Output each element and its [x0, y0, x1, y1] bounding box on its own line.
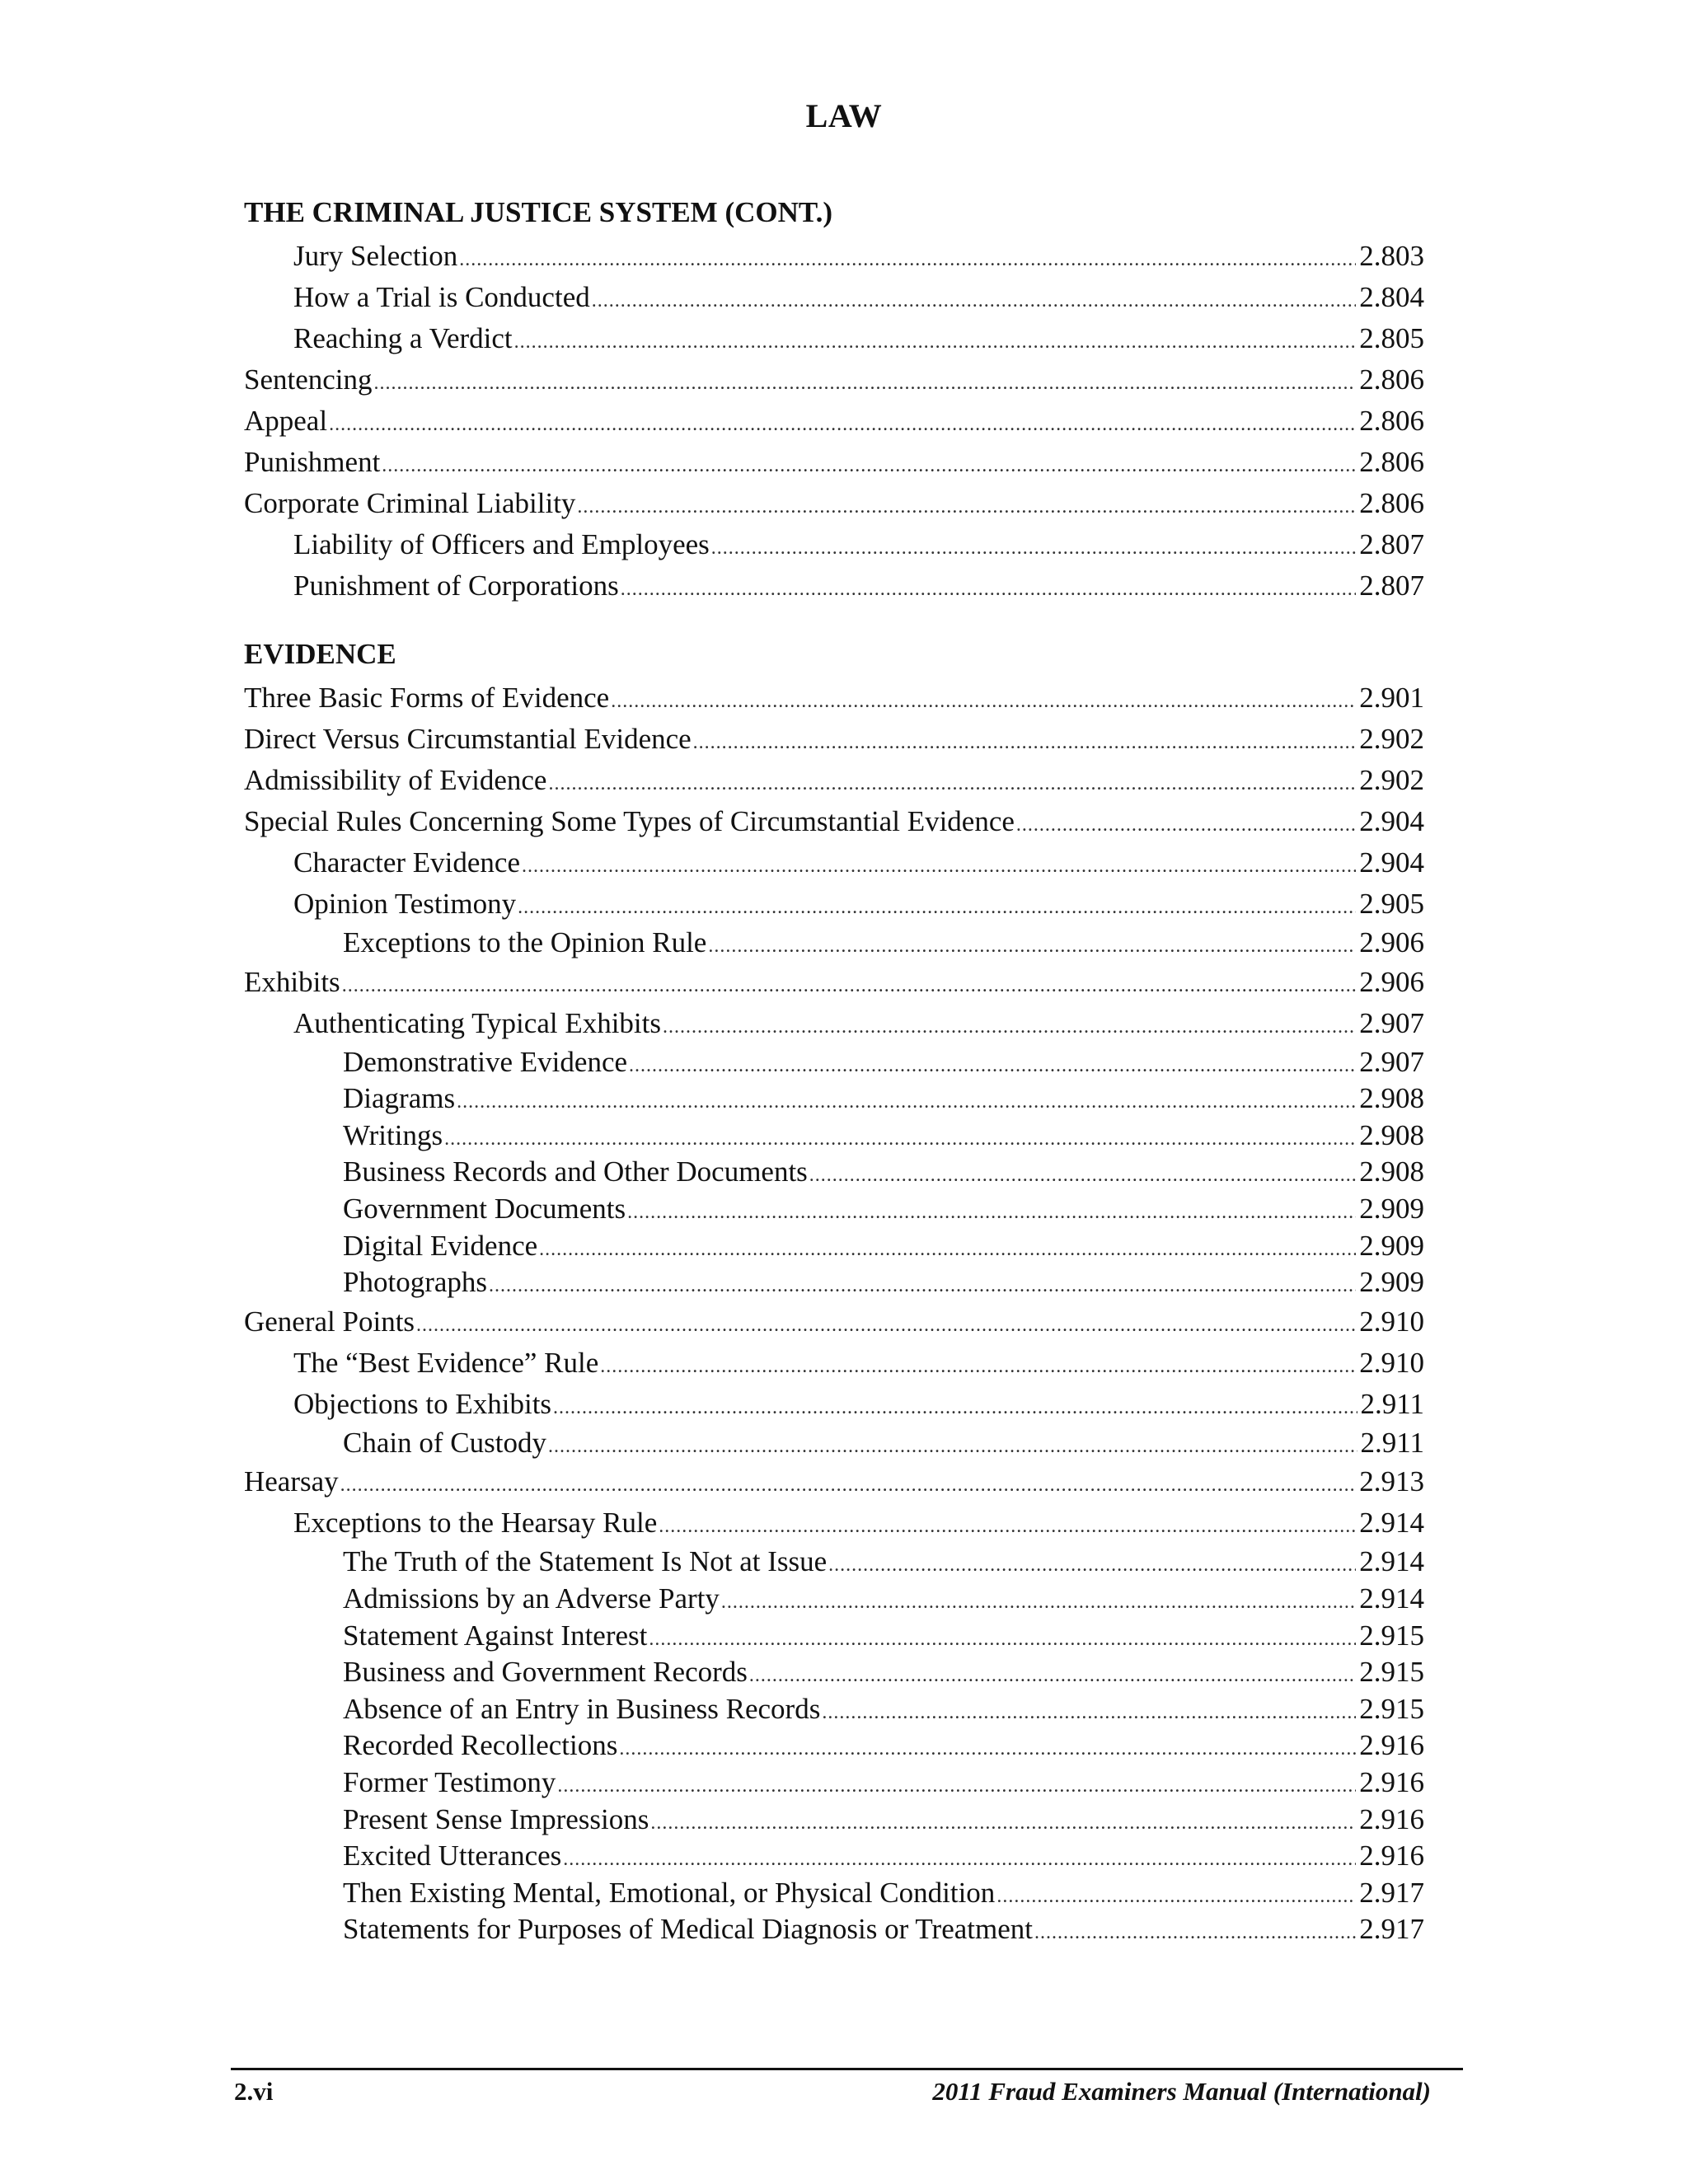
- toc-entry[interactable]: [244, 1581, 1424, 1618]
- dot-leader: [329, 404, 1356, 445]
- toc-entry[interactable]: [244, 277, 1424, 318]
- toc-entry[interactable]: [244, 1838, 1424, 1875]
- toc-entry-title: Objections to Exhibits: [293, 1387, 552, 1420]
- dot-leader: [621, 569, 1357, 610]
- dot-leader: [708, 928, 1356, 965]
- toc-entry[interactable]: [244, 842, 1424, 883]
- toc-entry-page: 2.901: [1359, 682, 1424, 714]
- dot-leader: [340, 1465, 1357, 1506]
- toc-entry-title: Absence of an Entry in Business Records: [343, 1692, 821, 1725]
- toc-entry-title: Business Records and Other Documents: [343, 1155, 808, 1188]
- dot-leader: [996, 1878, 1356, 1915]
- toc-entry-page: 2.803: [1359, 240, 1424, 272]
- toc-entry-title: Admissibility of Evidence: [244, 764, 547, 796]
- toc-entry-page: 2.913: [1359, 1465, 1424, 1498]
- toc-entry-title: Direct Versus Circumstantial Evidence: [244, 723, 692, 755]
- dot-leader: [663, 1006, 1356, 1047]
- dot-leader: [1034, 1915, 1356, 1952]
- dot-leader: [553, 1387, 1357, 1428]
- toc-entry-page: 2.806: [1359, 446, 1424, 478]
- toc-entry-page: 2.806: [1359, 363, 1424, 396]
- toc-entry-page: 2.902: [1359, 764, 1424, 796]
- toc-entry[interactable]: [244, 1654, 1424, 1691]
- dot-leader: [1016, 804, 1356, 846]
- toc-entry[interactable]: [244, 1228, 1424, 1265]
- toc-entry-page: 2.914: [1359, 1545, 1424, 1578]
- toc-entry-page: 2.911: [1360, 1387, 1424, 1420]
- dot-leader: [627, 1194, 1356, 1231]
- dot-leader: [459, 239, 1356, 280]
- dot-leader: [518, 887, 1356, 928]
- toc-entry[interactable]: [244, 677, 1424, 719]
- dot-leader: [514, 321, 1357, 363]
- toc-entry[interactable]: [244, 1384, 1424, 1425]
- toc-entry[interactable]: [244, 1911, 1424, 1948]
- toc-entry-page: 2.915: [1359, 1692, 1424, 1725]
- toc-entry-title: Opinion Testimony: [293, 888, 517, 920]
- toc-entry-title: Excited Utterances: [343, 1840, 562, 1872]
- toc-entry[interactable]: [244, 1118, 1424, 1155]
- toc-entry[interactable]: [244, 1727, 1424, 1765]
- toc-entry-title: Reaching a Verdict: [293, 322, 513, 354]
- section-heading: EVIDENCE: [244, 638, 396, 670]
- toc-entry[interactable]: [244, 925, 1424, 962]
- toc-entry[interactable]: [244, 359, 1424, 401]
- toc-entry-title: Admissions by an Adverse Party: [343, 1582, 720, 1615]
- dot-leader: [489, 1268, 1356, 1305]
- toc-entry[interactable]: [244, 1544, 1424, 1581]
- dot-leader: [548, 763, 1356, 804]
- toc-entry-page: 2.910: [1359, 1305, 1424, 1338]
- dot-leader: [649, 1621, 1356, 1658]
- table-of-contents: [244, 190, 1424, 1948]
- section-heading: THE CRIMINAL JUSTICE SYSTEM (CONT.): [244, 196, 833, 228]
- dot-leader: [416, 1305, 1356, 1346]
- toc-entry-title: Photographs: [343, 1266, 487, 1299]
- toc-entry[interactable]: [244, 1301, 1424, 1343]
- toc-entry[interactable]: [244, 236, 1424, 277]
- dot-leader: [629, 1047, 1356, 1085]
- footer-manual-title: 2011 Fraud Examiners Manual (International): [932, 2077, 1431, 2106]
- toc-entry-page: 2.906: [1359, 965, 1424, 998]
- toc-entry-page: 2.908: [1359, 1155, 1424, 1188]
- dot-leader: [693, 722, 1357, 763]
- toc-entry-page: 2.916: [1359, 1802, 1424, 1835]
- toc-entry-page: 2.907: [1359, 1045, 1424, 1078]
- toc-entry-page: 2.909: [1359, 1229, 1424, 1262]
- dot-leader: [650, 1805, 1356, 1842]
- toc-entry-title: General Points: [244, 1305, 415, 1338]
- toc-entry[interactable]: [244, 1343, 1424, 1384]
- toc-entry-page: 2.907: [1359, 1006, 1424, 1039]
- footer-page-number: 2.vi: [234, 2077, 274, 2106]
- toc-entry[interactable]: [244, 1765, 1424, 1802]
- toc-entry-title: How a Trial is Conducted: [293, 281, 590, 313]
- toc-entry-page: 2.902: [1359, 723, 1424, 755]
- toc-entry[interactable]: [244, 1264, 1424, 1301]
- toc-entry-title: Appeal: [244, 405, 328, 437]
- dot-leader: [619, 1731, 1356, 1768]
- toc-entry[interactable]: [244, 1875, 1424, 1912]
- toc-entry[interactable]: [244, 801, 1424, 842]
- toc-entry-title: Chain of Custody: [343, 1426, 546, 1459]
- toc-entry-title: Special Rules Concerning Some Types of Circumstantial Evidence: [244, 805, 1015, 837]
- toc-entry[interactable]: [244, 1618, 1424, 1655]
- toc-entry[interactable]: [244, 442, 1424, 483]
- toc-entry[interactable]: [244, 565, 1424, 607]
- toc-entry-page: 2.911: [1360, 1426, 1424, 1459]
- toc-entry-title: Exceptions to the Opinion Rule: [343, 926, 707, 958]
- toc-entry-page: 2.804: [1359, 281, 1424, 313]
- toc-entry-page: 2.905: [1359, 888, 1424, 920]
- toc-entry[interactable]: [244, 1802, 1424, 1839]
- toc-entry[interactable]: [244, 1425, 1424, 1462]
- toc-entry-title: Character Evidence: [293, 846, 520, 879]
- toc-entry-title: Exceptions to the Hearsay Rule: [293, 1507, 658, 1540]
- toc-entry[interactable]: [244, 719, 1424, 760]
- toc-entry[interactable]: [244, 962, 1424, 1003]
- toc-entry-page: 2.917: [1359, 1913, 1424, 1946]
- dot-leader: [711, 527, 1356, 569]
- toc-entry-title: The Truth of the Statement Is Not at Issue: [343, 1545, 828, 1578]
- toc-entry-title: Writings: [343, 1118, 443, 1151]
- toc-entry-page: 2.805: [1359, 322, 1424, 354]
- toc-entry-page: 2.806: [1359, 405, 1424, 437]
- toc-entry-page: 2.916: [1359, 1840, 1424, 1872]
- dot-leader: [374, 363, 1357, 404]
- dot-leader: [457, 1084, 1356, 1121]
- toc-entry-page: 2.910: [1359, 1346, 1424, 1379]
- page-title: LAW: [805, 97, 883, 134]
- dot-leader: [822, 1694, 1356, 1732]
- toc-entry-title: The “Best Evidence” Rule: [293, 1346, 599, 1379]
- dot-leader: [809, 1157, 1356, 1194]
- toc-entry-page: 2.909: [1359, 1266, 1424, 1299]
- toc-entry-title: Business and Government Records: [343, 1656, 748, 1689]
- toc-entry-page: 2.906: [1359, 926, 1424, 958]
- toc-entry[interactable]: [244, 1044, 1424, 1081]
- toc-entry-title: Then Existing Mental, Emotional, or Physical Condition: [343, 1876, 996, 1909]
- toc-entry-title: Corporate Criminal Liability: [244, 487, 576, 519]
- toc-entry-title: Statement Against Interest: [343, 1619, 648, 1652]
- toc-entry-title: Government Documents: [343, 1192, 626, 1225]
- toc-entry-page: 2.914: [1359, 1507, 1424, 1540]
- dot-leader: [548, 1428, 1357, 1465]
- dot-leader: [659, 1506, 1356, 1547]
- toc-entry-page: 2.915: [1359, 1619, 1424, 1652]
- dot-leader: [749, 1657, 1356, 1694]
- toc-entry-title: Present Sense Impressions: [343, 1802, 649, 1835]
- toc-entry-title: Statements for Purposes of Medical Diagnosis or Treatment: [343, 1913, 1033, 1946]
- toc-entry-title: Digital Evidence: [343, 1229, 538, 1262]
- toc-entry[interactable]: [244, 1191, 1424, 1228]
- toc-entry-title: Hearsay: [244, 1465, 339, 1498]
- toc-entry-title: Three Basic Forms of Evidence: [244, 682, 610, 714]
- dot-leader: [721, 1584, 1356, 1621]
- toc-entry-title: Liability of Officers and Employees: [293, 528, 710, 560]
- toc-entry[interactable]: [244, 401, 1424, 442]
- toc-entry-page: 2.904: [1359, 846, 1424, 879]
- toc-entry-title: Exhibits: [244, 965, 340, 998]
- dot-leader: [539, 1231, 1356, 1268]
- dot-leader: [600, 1346, 1356, 1387]
- toc-entry-page: 2.914: [1359, 1582, 1424, 1615]
- toc-entry-page: 2.807: [1359, 569, 1424, 602]
- toc-entry-page: 2.915: [1359, 1656, 1424, 1689]
- toc-entry-page: 2.807: [1359, 528, 1424, 560]
- toc-entry-page: 2.806: [1359, 487, 1424, 519]
- toc-entry-page: 2.909: [1359, 1192, 1424, 1225]
- dot-leader: [611, 681, 1356, 722]
- toc-entry[interactable]: [244, 1003, 1424, 1044]
- toc-entry[interactable]: [244, 1691, 1424, 1728]
- toc-entry-page: 2.916: [1359, 1729, 1424, 1762]
- toc-entry[interactable]: [244, 1154, 1424, 1191]
- dot-leader: [522, 846, 1356, 887]
- dot-leader: [557, 1768, 1356, 1805]
- toc-entry-page: 2.917: [1359, 1876, 1424, 1909]
- dot-leader: [563, 1841, 1356, 1878]
- dot-leader: [444, 1121, 1356, 1158]
- toc-entry-title: Former Testimony: [343, 1765, 556, 1798]
- toc-entry-title: Demonstrative Evidence: [343, 1045, 628, 1078]
- toc-entry-title: Recorded Recollections: [343, 1729, 618, 1762]
- dot-leader: [382, 445, 1356, 486]
- toc-entry-title: Diagrams: [343, 1082, 456, 1115]
- toc-entry-title: Punishment of Corporations: [293, 569, 619, 602]
- toc-entry-page: 2.908: [1359, 1118, 1424, 1151]
- toc-entry-page: 2.904: [1359, 805, 1424, 837]
- dot-leader: [828, 1547, 1356, 1584]
- toc-entry-title: Punishment: [244, 446, 381, 478]
- toc-entry-title: Sentencing: [244, 363, 373, 396]
- toc-entry[interactable]: [244, 883, 1424, 925]
- toc-entry[interactable]: [244, 1502, 1424, 1544]
- toc-entry[interactable]: [244, 1461, 1424, 1502]
- toc-entry[interactable]: [244, 1080, 1424, 1118]
- toc-entry-title: Jury Selection: [293, 240, 458, 272]
- toc-entry-page: 2.908: [1359, 1082, 1424, 1115]
- dot-leader: [342, 965, 1357, 1006]
- dot-leader: [577, 486, 1356, 527]
- toc-entry-page: 2.916: [1359, 1765, 1424, 1798]
- dot-leader: [592, 280, 1357, 321]
- toc-entry[interactable]: [244, 524, 1424, 565]
- footer-divider: [231, 2068, 1463, 2070]
- toc-entry[interactable]: [244, 483, 1424, 524]
- toc-entry-title: Authenticating Typical Exhibits: [293, 1006, 661, 1039]
- toc-entry[interactable]: [244, 318, 1424, 359]
- toc-entry[interactable]: [244, 760, 1424, 801]
